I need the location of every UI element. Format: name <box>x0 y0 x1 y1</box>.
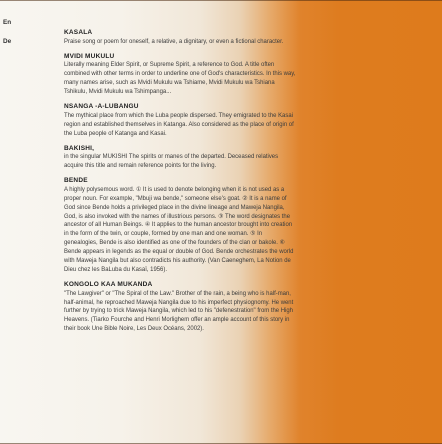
entry-term: NSANGA -A-LUBANGU <box>64 103 139 111</box>
glossary-entry-bende <box>64 177 296 275</box>
entry-term: KONGOLO KAA MUKANDA <box>64 281 153 289</box>
glossary-entry-kongolo-kaa-mukanda <box>64 281 296 334</box>
glossary-entry-kasala <box>64 29 296 47</box>
entry-definition: "The Lawgiver" or "The Spiral of the Law." Brother of the rain, a being who is half-man, half-animal, he reproached Maweja Nangila due to his imperfect physiognomy. He went further by trying to trick Maweja Nangila, which led to his "defenestration" from the High Heavens. (Tiarko Fourche and Henri Morlighem offer an ample account of this story in their book Une Bible Noire, Les Deux Océans, 2002). <box>64 290 294 333</box>
language-link-en[interactable]: En <box>3 19 12 26</box>
entry-term: BAKISHI, <box>64 144 95 152</box>
entry-term: BENDE <box>64 177 88 185</box>
entry-term: KASALA <box>64 29 93 36</box>
entry-definition: The mythical place from which the Luba people dispersed. They emigrated to the Kasai region and established themselves in Katanga. Also considered as the place of origin of the Luba people of Katanga and Kasai. <box>64 112 294 137</box>
entry-term: MVIDI MUKULU <box>64 52 115 60</box>
top-border <box>0 0 442 1</box>
language-link-de[interactable]: De <box>3 38 12 45</box>
entry-definition: in the singular MUKISHI The spirits or manes of the departed. Deceased relatives acquire this title and remain reference points for the living. <box>64 154 279 170</box>
glossary-entry-nsanga-a-lubangu <box>64 103 296 138</box>
glossary-entry-mvidi-mukulu <box>64 53 296 97</box>
language-switcher <box>3 19 23 45</box>
entry-definition: Praise song or poem for oneself, a relative, a dignitary, or even a fictional character. <box>64 38 284 45</box>
glossary <box>64 29 296 340</box>
glossary-entry-bakishi <box>64 145 296 171</box>
entry-definition: A highly polysemous word. ① It is used to denote belonging when it is not used as a proper noun. For example, "Mbuji wa bende," someone else's goat. ② It is a name of God since Bende holds a privileged place in the divine lineage and Maweja Nangila, God, is also invoked with the names of illustrious persons. ③ The word designates the ancestor of all Human Beings. ④ It applies to the human ancestor brought into creation in the form of the twin, or couple, formed by one man and one woman. ⑤ In genealogies, Bende is also identified as one of the founders of the clan or bakole. ⑥ Bende appears in legends as the equal or double of God. Bende orchestrates the world with Maweja Nangila but also contradicts his authority. (Van Caeneghem, La Notion de Dieu chez les BaLuba du Kasaï, 1956). <box>64 186 294 273</box>
entry-definition: Literally meaning Elder Spirit, or Supreme Spirit, a reference to God. A title often combined with other terms in order to underline one of God's characteristics. In this way, many names arise, such as Mvidi Mukulu wa Tshiame, Mvidi Mukulu wa Tshiana Tshikulu, Mvidi Mukulu wa Tshimpanga... <box>64 62 296 95</box>
